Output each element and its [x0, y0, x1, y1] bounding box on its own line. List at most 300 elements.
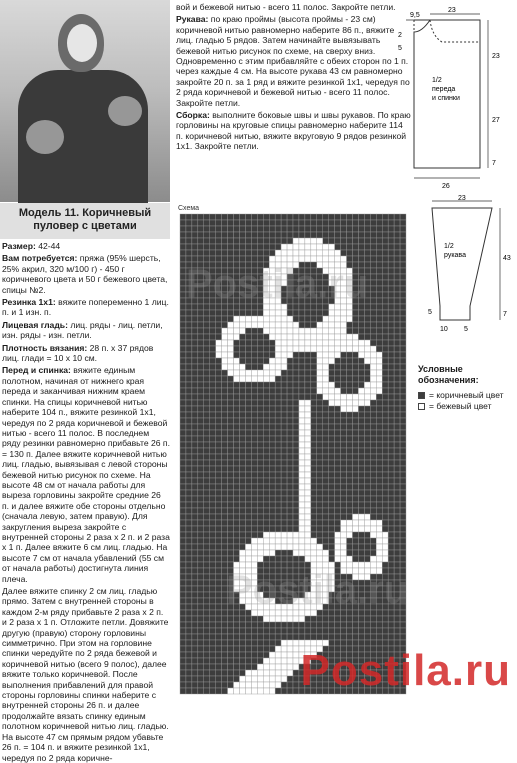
- chart-cell: [299, 490, 305, 496]
- chart-cell: [305, 352, 311, 358]
- chart-cell: [192, 448, 198, 454]
- chart-cell: [287, 472, 293, 478]
- chart-cell: [335, 532, 341, 538]
- chart-cell: [358, 538, 364, 544]
- chart-cell: [394, 592, 400, 598]
- chart-cell: [323, 544, 329, 550]
- chart-cell: [317, 568, 323, 574]
- chart-cell: [287, 424, 293, 430]
- chart-cell: [245, 436, 251, 442]
- chart-cell: [293, 568, 299, 574]
- chart-cell: [299, 316, 305, 322]
- chart-cell: [222, 538, 228, 544]
- chart-cell: [234, 598, 240, 604]
- chart-cell: [287, 508, 293, 514]
- chart-cell: [186, 520, 192, 526]
- chart-cell: [234, 646, 240, 652]
- chart-cell: [364, 520, 370, 526]
- chart-cell: [287, 634, 293, 640]
- chart-cell: [257, 310, 263, 316]
- chart-cell: [198, 676, 204, 682]
- chart-cell: [323, 466, 329, 472]
- chart-cell: [257, 520, 263, 526]
- chart-cell: [347, 532, 353, 538]
- chart-cell: [287, 658, 293, 664]
- chart-cell: [234, 388, 240, 394]
- chart-cell: [263, 304, 269, 310]
- chart-cell: [216, 364, 222, 370]
- chart-cell: [388, 550, 394, 556]
- chart-cell: [275, 646, 281, 652]
- chart-cell: [228, 574, 234, 580]
- chart-cell: [204, 268, 210, 274]
- chart-cell: [335, 334, 341, 340]
- chart-cell: [234, 220, 240, 226]
- chart-cell: [311, 346, 317, 352]
- chart-cell: [400, 436, 406, 442]
- chart-cell: [364, 616, 370, 622]
- chart-cell: [210, 520, 216, 526]
- chart-cell: [305, 478, 311, 484]
- chart-cell: [323, 436, 329, 442]
- body-dim-shoulder: 23: [448, 7, 456, 14]
- chart-cell: [394, 502, 400, 508]
- chart-cell: [180, 556, 186, 562]
- chart-cell: [293, 484, 299, 490]
- chart-cell: [245, 502, 251, 508]
- chart-cell: [347, 340, 353, 346]
- chart-cell: [305, 460, 311, 466]
- chart-cell: [341, 466, 347, 472]
- chart-cell: [251, 376, 257, 382]
- chart-cell: [275, 274, 281, 280]
- chart-cell: [335, 310, 341, 316]
- chart-cell: [216, 580, 222, 586]
- chart-cell: [352, 382, 358, 388]
- chart-cell: [293, 604, 299, 610]
- chart-cell: [394, 460, 400, 466]
- chart-cell: [269, 238, 275, 244]
- chart-cell: [352, 334, 358, 340]
- chart-cell: [364, 436, 370, 442]
- chart-cell: [180, 454, 186, 460]
- chart-cell: [180, 472, 186, 478]
- chart-cell: [382, 268, 388, 274]
- chart-cell: [311, 502, 317, 508]
- chart-cell: [239, 442, 245, 448]
- instruction-paragraph: [2, 365, 170, 584]
- chart-cell: [234, 526, 240, 532]
- chart-cell: [394, 256, 400, 262]
- chart-cell: [400, 346, 406, 352]
- chart-cell: [388, 424, 394, 430]
- chart-cell: [394, 496, 400, 502]
- chart-cell: [311, 484, 317, 490]
- chart-cell: [257, 598, 263, 604]
- chart-cell: [269, 262, 275, 268]
- chart-cell: [281, 580, 287, 586]
- chart-cell: [388, 406, 394, 412]
- chart-cell: [335, 556, 341, 562]
- chart-cell: [251, 232, 257, 238]
- chart-cell: [394, 232, 400, 238]
- chart-cell: [317, 472, 323, 478]
- chart-cell: [198, 640, 204, 646]
- chart-cell: [352, 442, 358, 448]
- chart-cell: [400, 556, 406, 562]
- legend-title-1: Условные: [418, 364, 463, 374]
- chart-cell: [198, 580, 204, 586]
- chart-cell: [257, 328, 263, 334]
- chart-cell: [293, 496, 299, 502]
- chart-cell: [275, 364, 281, 370]
- chart-cell: [287, 346, 293, 352]
- chart-cell: [239, 424, 245, 430]
- chart-cell: [388, 328, 394, 334]
- chart-cell: [281, 670, 287, 676]
- chart-cell: [317, 244, 323, 250]
- chart-cell: [210, 544, 216, 550]
- chart-cell: [370, 490, 376, 496]
- chart-cell: [400, 256, 406, 262]
- chart-cell: [364, 526, 370, 532]
- chart-cell: [180, 292, 186, 298]
- chart-cell: [245, 226, 251, 232]
- chart-cell: [222, 586, 228, 592]
- chart-cell: [323, 442, 329, 448]
- chart-cell: [382, 454, 388, 460]
- chart-cell: [352, 496, 358, 502]
- chart-cell: [364, 448, 370, 454]
- chart-cell: [210, 634, 216, 640]
- chart-cell: [299, 346, 305, 352]
- chart-cell: [281, 466, 287, 472]
- chart-cell: [364, 358, 370, 364]
- chart-cell: [192, 646, 198, 652]
- chart-cell: [388, 538, 394, 544]
- chart-cell: [216, 478, 222, 484]
- chart-cell: [228, 340, 234, 346]
- chart-cell: [305, 340, 311, 346]
- chart-cell: [180, 352, 186, 358]
- chart-cell: [239, 346, 245, 352]
- chart-cell: [263, 220, 269, 226]
- chart-cell: [239, 454, 245, 460]
- chart-cell: [364, 280, 370, 286]
- chart-cell: [341, 316, 347, 322]
- chart-cell: [388, 304, 394, 310]
- chart-cell: [180, 430, 186, 436]
- chart-cell: [216, 400, 222, 406]
- chart-cell: [239, 502, 245, 508]
- chart-cell: [239, 244, 245, 250]
- chart-cell: [228, 646, 234, 652]
- chart-cell: [245, 424, 251, 430]
- chart-cell: [311, 358, 317, 364]
- chart-cell: [388, 346, 394, 352]
- chart-cell: [364, 598, 370, 604]
- chart-cell: [317, 598, 323, 604]
- chart-cell: [299, 382, 305, 388]
- chart-cell: [257, 658, 263, 664]
- chart-cell: [329, 226, 335, 232]
- chart-cell: [204, 286, 210, 292]
- chart-cell: [305, 520, 311, 526]
- chart-cell: [245, 262, 251, 268]
- chart-cell: [305, 358, 311, 364]
- chart-cell: [376, 520, 382, 526]
- chart-cell: [239, 298, 245, 304]
- chart-cell: [329, 568, 335, 574]
- chart-cell: [275, 670, 281, 676]
- chart-cell: [341, 442, 347, 448]
- chart-cell: [370, 244, 376, 250]
- chart-cell: [186, 376, 192, 382]
- chart-cell: [400, 490, 406, 496]
- chart-cell: [352, 526, 358, 532]
- chart-cell: [329, 310, 335, 316]
- chart-cell: [216, 238, 222, 244]
- chart-cell: [251, 412, 257, 418]
- chart-cell: [400, 232, 406, 238]
- chart-cell: [388, 520, 394, 526]
- chart-cell: [263, 664, 269, 670]
- chart-cell: [394, 448, 400, 454]
- chart-cell: [317, 322, 323, 328]
- chart-cell: [180, 418, 186, 424]
- chart-cell: [216, 676, 222, 682]
- chart-cell: [358, 604, 364, 610]
- chart-cell: [376, 592, 382, 598]
- chart-cell: [210, 616, 216, 622]
- chart-cell: [275, 394, 281, 400]
- chart-cell: [341, 610, 347, 616]
- chart-cell: [281, 508, 287, 514]
- chart-cell: [180, 490, 186, 496]
- chart-cell: [210, 508, 216, 514]
- chart-cell: [263, 286, 269, 292]
- chart-cell: [323, 238, 329, 244]
- chart-cell: [245, 346, 251, 352]
- chart-cell: [234, 604, 240, 610]
- chart-cell: [263, 520, 269, 526]
- chart-cell: [370, 442, 376, 448]
- chart-cell: [388, 454, 394, 460]
- chart-cell: [305, 274, 311, 280]
- chart-cell: [275, 658, 281, 664]
- chart-cell: [293, 616, 299, 622]
- chart-cell: [281, 220, 287, 226]
- chart-cell: [216, 664, 222, 670]
- chart-cell: [222, 658, 228, 664]
- chart-cell: [210, 226, 216, 232]
- chart-cell: [275, 310, 281, 316]
- chart-cell: [335, 346, 341, 352]
- chart-cell: [192, 364, 198, 370]
- chart-cell: [222, 448, 228, 454]
- chart-cell: [216, 298, 222, 304]
- chart-cell: [364, 370, 370, 376]
- chart-cell: [186, 316, 192, 322]
- chart-cell: [251, 436, 257, 442]
- chart-cell: [222, 214, 228, 220]
- chart-cell: [263, 622, 269, 628]
- chart-cell: [347, 298, 353, 304]
- instruction-paragraph: [176, 110, 412, 152]
- chart-cell: [293, 364, 299, 370]
- chart-cell: [388, 214, 394, 220]
- chart-cell: [234, 628, 240, 634]
- chart-cell: [347, 544, 353, 550]
- chart-cell: [382, 484, 388, 490]
- chart-cell: [239, 256, 245, 262]
- chart-cell: [376, 400, 382, 406]
- chart-cell: [198, 574, 204, 580]
- chart-cell: [299, 394, 305, 400]
- chart-cell: [275, 286, 281, 292]
- chart-cell: [269, 592, 275, 598]
- chart-cell: [275, 292, 281, 298]
- chart-cell: [382, 520, 388, 526]
- chart-cell: [352, 394, 358, 400]
- chart-cell: [234, 436, 240, 442]
- chart-cell: [400, 616, 406, 622]
- chart-cell: [216, 562, 222, 568]
- chart-cell: [323, 592, 329, 598]
- chart-cell: [299, 430, 305, 436]
- chart-cell: [228, 370, 234, 376]
- chart-cell: [222, 334, 228, 340]
- chart-cell: [352, 430, 358, 436]
- chart-cell: [269, 322, 275, 328]
- chart-cell: [269, 226, 275, 232]
- chart-cell: [192, 388, 198, 394]
- chart-cell: [192, 514, 198, 520]
- chart-cell: [293, 298, 299, 304]
- chart-cell: [234, 634, 240, 640]
- chart-cell: [239, 574, 245, 580]
- chart-cell: [281, 400, 287, 406]
- chart-cell: [352, 256, 358, 262]
- chart-cell: [287, 274, 293, 280]
- chart-cell: [204, 484, 210, 490]
- chart-cell: [239, 646, 245, 652]
- chart-cell: [251, 490, 257, 496]
- chart-cell: [186, 460, 192, 466]
- chart-cell: [382, 370, 388, 376]
- chart-cell: [341, 412, 347, 418]
- chart-cell: [216, 304, 222, 310]
- chart-cell: [186, 292, 192, 298]
- chart-cell: [281, 622, 287, 628]
- chart-cell: [364, 394, 370, 400]
- chart-cell: [370, 472, 376, 478]
- chart-cell: [287, 412, 293, 418]
- chart-cell: [269, 682, 275, 688]
- chart-cell: [358, 472, 364, 478]
- chart-cell: [370, 580, 376, 586]
- chart-cell: [216, 358, 222, 364]
- chart-cell: [198, 646, 204, 652]
- chart-cell: [210, 604, 216, 610]
- chart-cell: [281, 502, 287, 508]
- chart-cell: [257, 466, 263, 472]
- chart-cell: [311, 520, 317, 526]
- chart-cell: [394, 304, 400, 310]
- chart-cell: [257, 460, 263, 466]
- chart-cell: [192, 502, 198, 508]
- chart-cell: [400, 250, 406, 256]
- chart-cell: [400, 262, 406, 268]
- chart-cell: [186, 502, 192, 508]
- chart-cell: [269, 370, 275, 376]
- chart-cell: [245, 514, 251, 520]
- chart-cell: [269, 430, 275, 436]
- chart-cell: [210, 358, 216, 364]
- chart-cell: [228, 280, 234, 286]
- chart-cell: [239, 352, 245, 358]
- chart-cell: [180, 226, 186, 232]
- chart-cell: [269, 628, 275, 634]
- chart-cell: [281, 550, 287, 556]
- chart-cell: [358, 280, 364, 286]
- chart-cell: [198, 340, 204, 346]
- chart-cell: [180, 664, 186, 670]
- chart-cell: [311, 340, 317, 346]
- chart-cell: [216, 448, 222, 454]
- chart-cell: [358, 262, 364, 268]
- chart-cell: [269, 256, 275, 262]
- chart-cell: [263, 526, 269, 532]
- chart-cell: [192, 634, 198, 640]
- chart-cell: [370, 340, 376, 346]
- chart-cell: [222, 364, 228, 370]
- chart-cell: [269, 640, 275, 646]
- chart-cell: [335, 496, 341, 502]
- chart-cell: [287, 382, 293, 388]
- chart-cell: [234, 232, 240, 238]
- chart-cell: [394, 412, 400, 418]
- chart-cell: [323, 376, 329, 382]
- chart-cell: [394, 568, 400, 574]
- chart-cell: [239, 592, 245, 598]
- chart-cell: [382, 502, 388, 508]
- chart-cell: [228, 562, 234, 568]
- chart-cell: [281, 496, 287, 502]
- chart-cell: [192, 574, 198, 580]
- chart-cell: [335, 460, 341, 466]
- chart-cell: [329, 442, 335, 448]
- chart-cell: [245, 340, 251, 346]
- chart-cell: [281, 562, 287, 568]
- chart-cell: [204, 436, 210, 442]
- chart-cell: [275, 454, 281, 460]
- chart-cell: [216, 286, 222, 292]
- chart-cell: [400, 544, 406, 550]
- chart-cell: [216, 310, 222, 316]
- chart-cell: [352, 490, 358, 496]
- chart-cell: [234, 610, 240, 616]
- chart-cell: [281, 568, 287, 574]
- chart-cell: [275, 244, 281, 250]
- chart-cell: [394, 514, 400, 520]
- chart-cell: [239, 670, 245, 676]
- chart-cell: [305, 226, 311, 232]
- chart-cell: [257, 322, 263, 328]
- chart-cell: [299, 226, 305, 232]
- chart-cell: [364, 382, 370, 388]
- chart-cell: [192, 520, 198, 526]
